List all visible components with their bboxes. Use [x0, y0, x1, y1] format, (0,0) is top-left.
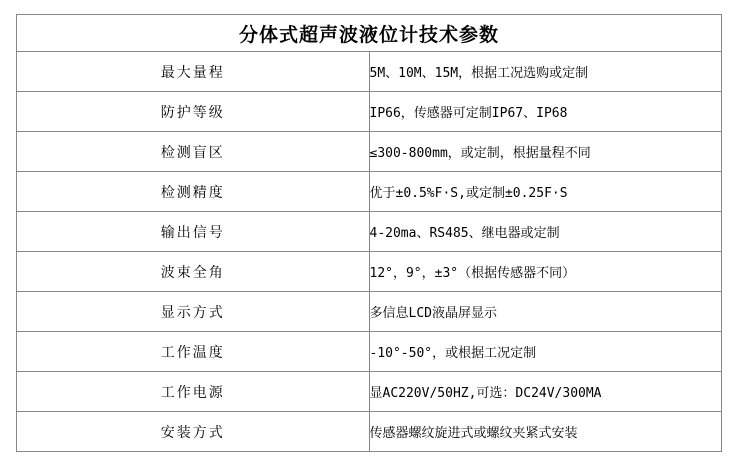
- table-row: [17, 332, 722, 372]
- param-name: 波束全角: [17, 252, 370, 292]
- table-row: [17, 412, 722, 452]
- table-title-row: [17, 15, 722, 52]
- param-value: 12°，9°，±3°（根据传感器不同）: [369, 252, 722, 292]
- param-name: 工作电源: [17, 372, 370, 412]
- table-row: [17, 212, 722, 252]
- table-row: [17, 92, 722, 132]
- param-value: ≤300-800mm，或定制，根据量程不同: [369, 132, 722, 172]
- param-name: 检测精度: [17, 172, 370, 212]
- spec-table: [16, 14, 722, 452]
- param-value: 多信息LCD液晶屏显示: [369, 292, 722, 332]
- table-row: [17, 372, 722, 412]
- spec-table-body: [17, 15, 722, 452]
- table-row: [17, 292, 722, 332]
- table-row: [17, 172, 722, 212]
- table-row: [17, 52, 722, 92]
- param-name: 显示方式: [17, 292, 370, 332]
- param-name: 防护等级: [17, 92, 370, 132]
- page-title: 分体式超声波液位计技术参数: [17, 15, 722, 52]
- param-value: 5M、10M、15M，根据工况选购或定制: [369, 52, 722, 92]
- param-value: 传感器螺纹旋进式或螺纹夹紧式安装: [369, 412, 722, 452]
- param-value: 4-20ma、RS485、继电器或定制: [369, 212, 722, 252]
- param-value: IP66，传感器可定制IP67、IP68: [369, 92, 722, 132]
- param-name: 输出信号: [17, 212, 370, 252]
- param-name: 工作温度: [17, 332, 370, 372]
- table-row: [17, 132, 722, 172]
- param-name: 检测盲区: [17, 132, 370, 172]
- table-row: [17, 252, 722, 292]
- param-value: 优于±0.5%F·S,或定制±0.25F·S: [369, 172, 722, 212]
- param-name: 最大量程: [17, 52, 370, 92]
- param-name: 安装方式: [17, 412, 370, 452]
- param-value: -10°-50°，或根据工况定制: [369, 332, 722, 372]
- param-value: 显AC220V/50HZ,可选：DC24V/300MA: [369, 372, 722, 412]
